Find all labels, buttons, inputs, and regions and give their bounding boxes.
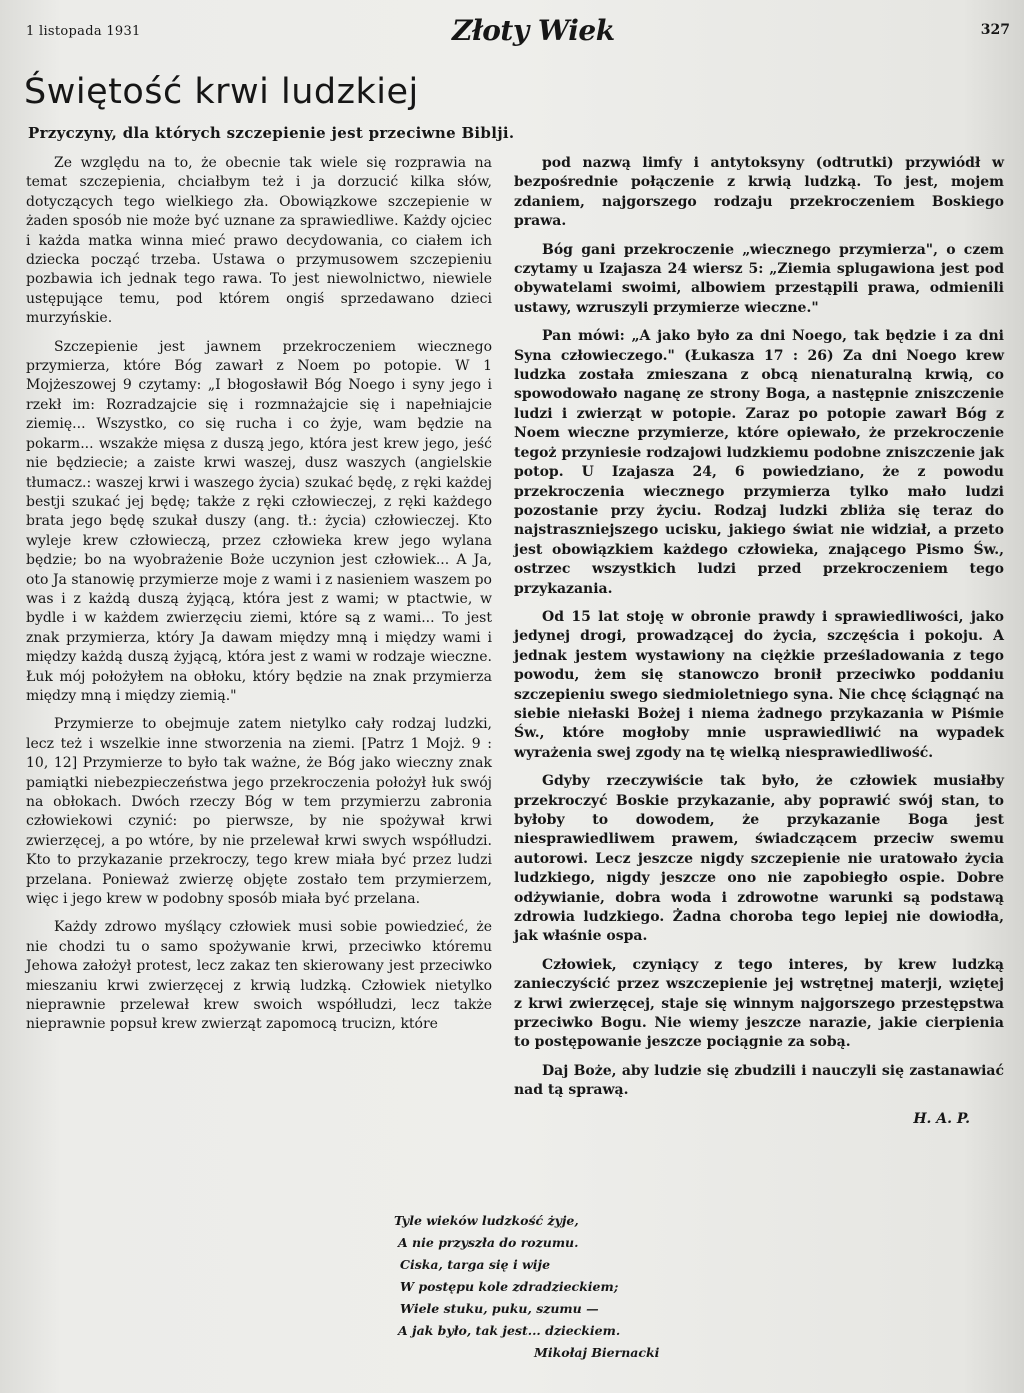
poem-line: W postępu kole zdradzieckiem; [400, 1279, 619, 1294]
article-title: Świętość krwi ludzkiej [24, 72, 419, 112]
poem-line: A nie przyszła do rozumu. [398, 1235, 579, 1250]
poem [394, 1210, 659, 1364]
poem-line: Ciska, targa się i wije [400, 1257, 551, 1272]
paragraph: Ze względu na to, że obecnie tak wiele się rozprawia na temat szczepienia, chciałbym też i ja dorzucić kilka słów, dotyczących tego wielkiego zła. Obowiązkowe szczepienie w żaden sposób nie może być uznane za sprawiedliwe. Każdy ojciec i każda matka winna mieć prawo decydowania, co ciałem ich dziecka począć trzeba. Ustawa o przymusowem szczepieniu pozbawia ich jednak tego rawa. To jest niewolnictwo, niewiele ustępujące temu, pod którem ongiś sprzedawano dzieci murzyńskie. [26, 155, 492, 327]
page-number: 327 [980, 22, 1010, 38]
paragraph: Bóg gani przekroczenie „wiecznego przymierza", o czem czytamy u Izajasza 24 wiersz 5: „Ziemia splugawiona jest pod obywatelami swoimi, albowiem przestąpili prawa, odmienili ustawy, wzruszyli przymierze wieczne." [514, 241, 1004, 316]
paragraph: Daj Boże, aby ludzie się zbudzili i nauczyli się zastanawiać nad tą sprawą. [514, 1062, 1004, 1099]
paragraph: Od 15 lat stoję w obronie prawdy i sprawiedliwości, jako jedynej drogi, prowadzącej do życia, szczęścia i pokoju. A jednak jestem wystawiony na ciężkie prześladowania z tego powodu, żem się stanowczo bronił przeciwko poddaniu szczepieniu swego siedmioletniego syna. Nie chcę ściągnąć na siebie niełaski Bożej i niema żadnego przykazania w Piśmie Św., które mogłoby mnie usprawiedliwić na wypadek wyrażenia swej zgody na tę wielką niesprawiedliwość. [514, 608, 1004, 761]
poem-line: Tyle wieków ludzkość żyje, [394, 1213, 579, 1228]
masthead-logo: Złoty Wiek [452, 14, 615, 47]
paragraph: Pan mówi: „A jako było za dni Noego, tak będzie i za dni Syna człowieczego." (Łukasza 17 : 26) Za dni Noego krew ludzka została zmieszana z obcą nienaturalną krwią, co spowodowało naganę ze strony Boga, a następnie zniszczenie ludzi i zwierząt w potopie. Zaraz po potopie zawarł Bóg z Noem wieczne przymierze, które opiewało, że przekroczenie tegoż przyniesie rodzajowi ludzkiemu podobne zniszczenie jak potop. U Izajasza 24, 6 powiedziano, że z powodu przekroczenia wiecznego przymierza tylko mało ludzi pozostanie przy życiu. Rodzaj ludzki zbliża się teraz do najstraszniejszego ucisku, jakiego świat nie widział, a przeto jest obowiązkiem każdego człowieka, znającego Pismo Św., ostrzec wszystkich ludzi przed przekroczeniem tego przykazania. [514, 328, 1004, 597]
paragraph: Gdyby rzeczywiście tak było, że człowiek musiałby przekroczyć Boskie przykazanie, aby poprawić swój stan, to byłoby to dowodem, że przykazanie Boga jest niesprawiedliwem prawem, świadczącem przeciw swemu autorowi. Lecz jeszcze nigdy szczepienie nie uratowało życia ludzkiego, nigdy jeszcze ono nie zapobiegło ospie. Dobre odżywianie, dobra woda i zdrowotne warunki są podstawą zdrowia ludzkiego. Żadna choroba tego lepiej nie dowiodła, jak właśnie ospa. [514, 773, 1004, 945]
poem-author: Mikołaj Biernacki [534, 1345, 660, 1360]
article-column-left [26, 154, 492, 1044]
article-subtitle: Przyczyny, dla których szczepienie jest przeciwne Biblji. [28, 124, 515, 142]
poem-line: Wiele stuku, puku, szumu — [400, 1301, 599, 1316]
paragraph: Każdy zdrowo myślący człowiek musi sobie powiedzieć, że nie chodzi tu o samo spożywanie krwi, przeciwko któremu Jehowa założył protest, lecz zakaz ten skierowany jest przeciwko mieszaniu krwi zwierzęcej z krwią ludzką. Człowiek nietylko nieprawnie przelewał krew swoich współludzi, lecz także nieprawnie popsuł krew zwierząt zapomocą trucizn, które [26, 919, 492, 1033]
paragraph: Przymierze to obejmuje zatem nietylko cały rodzaj ludzki, lecz też i wszelkie inne stworzenia na ziemi. [Patrz 1 Mojż. 9 : 10, 12] Przymierze to było tak ważne, że Bóg jako wieczny znak pamiątki niebezpieczeństwa jego przekroczenia położył łuk swój na obłokach. Dwóch rzeczy Bóg w tem przymierzu zabronia człowiekowi czynić: po pierwsze, by nie spożywał krwi zwierzęcej, a po wtóre, by nie przelewał krwi swych współludzi. Kto to przykazanie przekroczy, tego krew miała być przez ludzi przelana. Ponieważ zwierzę objęte zostało tem przymierzem, więc i jego krew w podobny sposób miała być przelana. [26, 716, 492, 908]
paragraph: pod nazwą limfy i antytoksyny (odtrutki) przywiódł w bezpośrednie połączenie z krwią ludzką. To jest, mojem zdaniem, najgorszego rodzaju przekroczeniem Boskiego prawa. [514, 155, 1004, 230]
paragraph: Człowiek, czyniący z tego interes, by krew ludzką zanieczyścić przez wszczepienie jej wstrętnej materji, wziętej z krwi zwierzęcej, staje się winnym najgorszego przestępstwa przeciwko Bogu. Nie wiemy jeszcze narazie, jakie cierpienia to postępowanie jeszcze pociągnie za sobą. [514, 956, 1004, 1051]
paragraph: Szczepienie jest jawnem przekroczeniem wiecznego przymierza, które Bóg zawarł z Noem po potopie. W 1 Mojżeszowej 9 czytamy: „I błogosławił Bóg Noego i syny jego i rzekł im: Rozradzajcie się i rozmnażajcie się i napełniajcie ziemię... Wszystko, co się rucha i co żyje, wam będzie na pokarm... wszakże mięsa z duszą jego, która jest krew jego, jeść nie będziecie; a zaiste krwi waszej, dusz waszych (angielskie tłumacz.: waszej krwi i waszego życia) szukać będę, z ręki każdej bestji szukać jej będę; także z ręki człowieczej, z ręki każdego brata jego będę szukał duszy (ang. tł.: życia) człowieczej. Kto wyleje krew człowieczą, przez człowieka krew jego wylana będzie; bo na wyobrażenie Boże uczynion jest człowiek... A Ja, oto Ja stanowię przymierze moje z wami i z nasieniem waszem po was i z każdą duszą żyjącą, która jest z wami; w ptactwie, w bydle i w każdem zwierzęciu ziemi, które są z wami... To jest znak przymierza, który Ja dawam między mną i między wami i między każdą duszą żyjącą, która jest z wami w rodzaje wieczne. Łuk mój położyłem na obłoku, który będzie na znak przymierza między mną i między ziemią." [26, 338, 492, 704]
poem-line: A jak było, tak jest... dzieckiem. [398, 1323, 621, 1338]
article-column-right [514, 154, 1004, 1129]
author-signature: H. A. P. [913, 1110, 970, 1127]
issue-date: 1 listopada 1931 [26, 24, 141, 39]
